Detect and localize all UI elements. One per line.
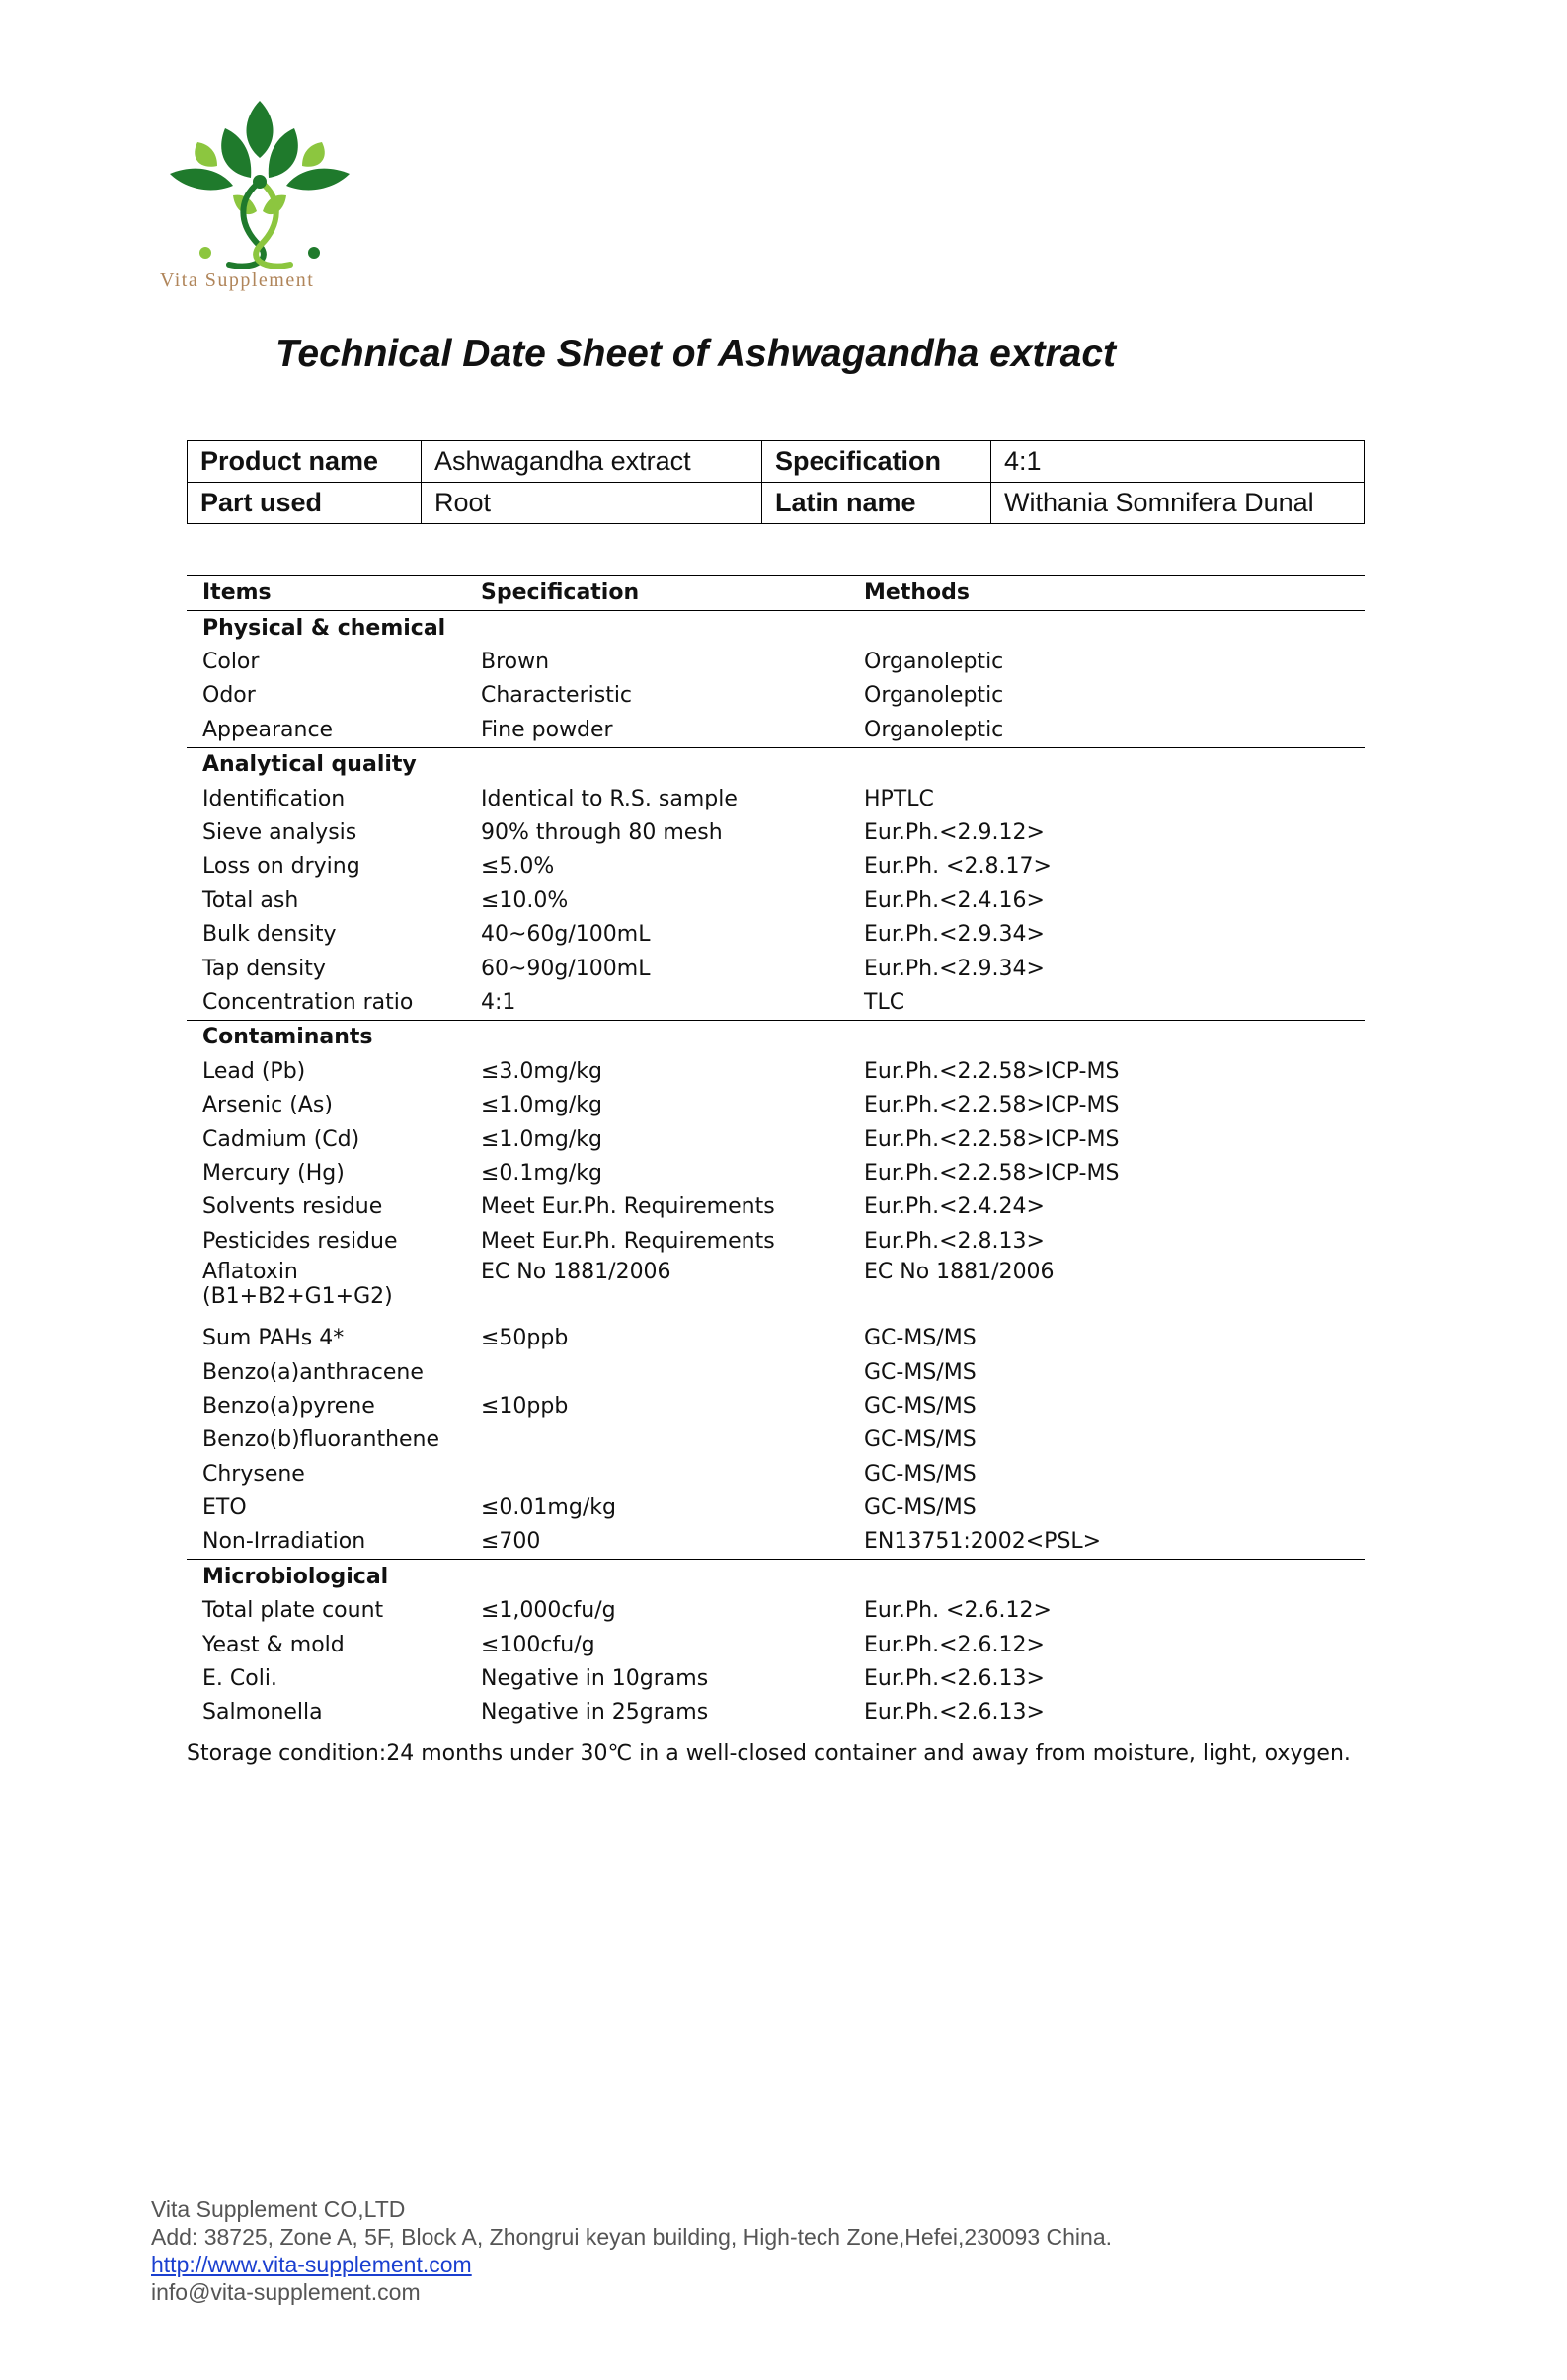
method-cell: TLC xyxy=(864,989,905,1015)
section-heading-row xyxy=(187,747,1365,782)
method-cell: Eur.Ph.<2.9.34> xyxy=(864,956,1045,981)
method-cell: Eur.Ph.<2.6.12> xyxy=(864,1632,1045,1657)
spec-cell: ≤10ppb xyxy=(481,1393,569,1419)
spec-cell: Meet Eur.Ph. Requirements xyxy=(481,1194,775,1220)
summary-key: Part used xyxy=(188,483,422,524)
spec-cell: Meet Eur.Ph. Requirements xyxy=(481,1228,775,1254)
table-row xyxy=(187,985,1365,1020)
method-cell: GC-MS/MS xyxy=(864,1393,977,1419)
table-row xyxy=(187,1661,1365,1695)
spec-cell: 4:1 xyxy=(481,989,516,1015)
item-cell: Benzo(a)anthracene xyxy=(202,1359,424,1385)
item-cell: Pesticides residue xyxy=(202,1228,398,1254)
column-header-specification: Specification xyxy=(465,576,848,611)
section-heading: Contaminants xyxy=(187,1020,1365,1054)
item-cell: Cadmium (Cd) xyxy=(202,1126,360,1152)
table-row xyxy=(187,1054,1365,1088)
item-line: Aflatoxin xyxy=(202,1260,298,1285)
method-cell: EC No 1881/2006 xyxy=(864,1260,1055,1285)
section-heading-row xyxy=(187,1560,1365,1594)
item-cell: Chrysene xyxy=(202,1461,305,1487)
spec-cell: ≤10.0% xyxy=(481,887,569,913)
item-cell: Salmonella xyxy=(202,1700,323,1726)
section-heading: Analytical quality xyxy=(187,747,1365,782)
spec-cell: ≤0.1mg/kg xyxy=(481,1160,602,1186)
table-row xyxy=(187,1594,1365,1628)
table-row xyxy=(187,1389,1365,1422)
item-cell: Total ash xyxy=(202,887,299,913)
method-cell: GC-MS/MS xyxy=(864,1461,977,1487)
spec-cell: ≤700 xyxy=(481,1529,541,1555)
table-row xyxy=(187,713,1365,747)
item-cell: Mercury (Hg) xyxy=(202,1160,345,1186)
summary-key: Specification xyxy=(762,441,991,483)
table-row xyxy=(187,1355,1365,1389)
summary-value: Root xyxy=(422,483,762,524)
table-row xyxy=(187,1088,1365,1121)
item-line: (B1+B2+G1+G2) xyxy=(202,1284,393,1310)
item-cell: Identification xyxy=(202,786,346,811)
item-cell: Arsenic (As) xyxy=(202,1093,333,1118)
column-header-items: Items xyxy=(187,576,465,611)
section-heading-row xyxy=(187,1020,1365,1054)
method-cell: Eur.Ph.<2.6.13> xyxy=(864,1666,1045,1692)
spec-cell: EC No 1881/2006 xyxy=(481,1260,671,1285)
footer-company: Vita Supplement CO,LTD xyxy=(151,2196,406,2222)
method-cell: Eur.Ph.<2.4.16> xyxy=(864,887,1045,913)
item-cell: Sieve analysis xyxy=(202,820,357,846)
spec-cell: ≤3.0mg/kg xyxy=(481,1058,602,1084)
spec-cell xyxy=(465,1423,848,1457)
item-cell: Tap density xyxy=(202,956,326,981)
method-cell: Eur.Ph.<2.2.58>ICP-MS xyxy=(864,1126,1120,1152)
method-cell: GC-MS/MS xyxy=(864,1326,977,1351)
table-row xyxy=(187,1122,1365,1156)
table-row xyxy=(187,1457,1365,1491)
method-cell: Organoleptic xyxy=(864,717,1004,742)
method-cell: Eur.Ph.<2.6.13> xyxy=(864,1700,1045,1726)
footer-website-link[interactable]: http://www.vita-supplement.com xyxy=(151,2252,472,2277)
footer xyxy=(151,2195,1112,2306)
summary-value: 4:1 xyxy=(991,441,1365,483)
method-cell: GC-MS/MS xyxy=(864,1359,977,1385)
table-row xyxy=(187,645,1365,678)
method-cell: Eur.Ph.<2.2.58>ICP-MS xyxy=(864,1093,1120,1118)
item-cell: Non-Irradiation xyxy=(202,1529,366,1555)
summary-row xyxy=(188,483,1365,524)
item-cell: Odor xyxy=(202,683,256,709)
section-heading: Physical & chemical xyxy=(202,615,446,641)
item-cell: Color xyxy=(202,650,260,675)
summary-key: Latin name xyxy=(762,483,991,524)
table-row xyxy=(187,1258,1365,1321)
spec-cell: ≤0.01mg/kg xyxy=(481,1496,616,1521)
footer-address: Add: 38725, Zone A, 5F, Block A, Zhongrui keyan building, High-tech Zone,Hefei,230093 China. xyxy=(151,2224,1113,2250)
spec-cell: 90% through 80 mesh xyxy=(481,820,723,846)
storage-condition: Storage condition:24 months under 30℃ in a well-closed container and away from moisture, light, oxygen. xyxy=(187,1741,1351,1766)
method-cell: Eur.Ph.<2.9.12> xyxy=(864,820,1045,846)
table-row xyxy=(187,1491,1365,1524)
logo-wordmark: Vita Supplement xyxy=(160,269,315,291)
item-cell: Appearance xyxy=(202,717,334,742)
item-cell: E. Coli. xyxy=(202,1666,277,1692)
table-row xyxy=(187,1696,1365,1729)
summary-value: Withania Somnifera Dunal xyxy=(991,483,1365,524)
method-cell: GC-MS/MS xyxy=(864,1427,977,1453)
spec-cell: ≤50ppb xyxy=(481,1326,569,1351)
table-row xyxy=(187,1224,1365,1258)
item-cell: Benzo(b)fluoranthene xyxy=(202,1427,440,1453)
table-row xyxy=(187,1321,1365,1354)
spec-cell: ≤1.0mg/kg xyxy=(481,1126,602,1152)
item-cell xyxy=(187,1258,465,1321)
method-cell: Eur.Ph. <2.6.12> xyxy=(864,1598,1052,1624)
spec-cell: ≤100cfu/g xyxy=(481,1632,595,1657)
summary-key: Product name xyxy=(188,441,422,483)
table-row xyxy=(187,679,1365,713)
method-cell: HPTLC xyxy=(864,786,934,811)
table-header-row xyxy=(187,576,1365,611)
section-heading-row xyxy=(187,611,1365,646)
table-row xyxy=(187,883,1365,917)
item-cell: Total plate count xyxy=(202,1598,384,1624)
method-cell: GC-MS/MS xyxy=(864,1496,977,1521)
item-cell: Concentration ratio xyxy=(202,989,414,1015)
method-cell: Eur.Ph.<2.2.58>ICP-MS xyxy=(864,1160,1120,1186)
spec-cell: Fine powder xyxy=(481,717,613,742)
spec-cell: 60~90g/100mL xyxy=(481,956,651,981)
spec-cell: Negative in 25grams xyxy=(481,1700,709,1726)
item-cell: ETO xyxy=(202,1496,247,1521)
spec-cell: 40~60g/100mL xyxy=(481,922,651,948)
method-cell: EN13751:2002<PSL> xyxy=(864,1529,1102,1555)
item-cell: Lead (Pb) xyxy=(202,1058,306,1084)
page-title: Technical Date Sheet of Ashwagandha extract xyxy=(275,333,1117,375)
method-cell: Eur.Ph.<2.8.13> xyxy=(864,1228,1045,1254)
item-cell: Sum PAHs 4* xyxy=(202,1326,345,1351)
table-row xyxy=(187,1156,1365,1190)
item-cell: Loss on drying xyxy=(202,854,360,880)
method-cell: Eur.Ph.<2.4.24> xyxy=(864,1194,1045,1220)
table-row xyxy=(187,918,1365,952)
spec-cell: ≤1,000cfu/g xyxy=(481,1598,616,1624)
table-row xyxy=(187,815,1365,849)
spec-cell xyxy=(465,1457,848,1491)
table-row xyxy=(187,1423,1365,1457)
summary-row xyxy=(188,441,1365,483)
item-cell: Solvents residue xyxy=(202,1194,383,1220)
spec-cell: Brown xyxy=(481,650,550,675)
section-heading: Microbiological xyxy=(187,1560,1365,1594)
spec-cell: Negative in 10grams xyxy=(481,1666,709,1692)
spec-cell: Characteristic xyxy=(481,683,633,709)
spec-cell: ≤1.0mg/kg xyxy=(481,1093,602,1118)
method-cell: Eur.Ph.<2.9.34> xyxy=(864,922,1045,948)
method-cell: Organoleptic xyxy=(864,650,1004,675)
specification-table xyxy=(187,575,1365,1729)
footer-email: info@vita-supplement.com xyxy=(151,2279,421,2305)
method-cell: Eur.Ph. <2.8.17> xyxy=(864,854,1052,880)
item-cell: Bulk density xyxy=(202,922,337,948)
table-row xyxy=(187,1190,1365,1224)
summary-value: Ashwagandha extract xyxy=(422,441,762,483)
table-row xyxy=(187,1525,1365,1560)
table-row xyxy=(187,850,1365,883)
table-row xyxy=(187,782,1365,815)
method-cell: Eur.Ph.<2.2.58>ICP-MS xyxy=(864,1058,1120,1084)
item-cell: Yeast & mold xyxy=(202,1632,345,1657)
column-header-methods: Methods xyxy=(848,576,1365,611)
method-cell: Organoleptic xyxy=(864,683,1004,709)
spec-cell: Identical to R.S. sample xyxy=(481,786,738,811)
table-row xyxy=(187,1628,1365,1661)
spec-cell: ≤5.0% xyxy=(481,854,555,880)
item-cell: Benzo(a)pyrene xyxy=(202,1393,375,1419)
product-summary-table xyxy=(187,440,1365,524)
spec-cell xyxy=(465,1355,848,1389)
table-row xyxy=(187,952,1365,985)
